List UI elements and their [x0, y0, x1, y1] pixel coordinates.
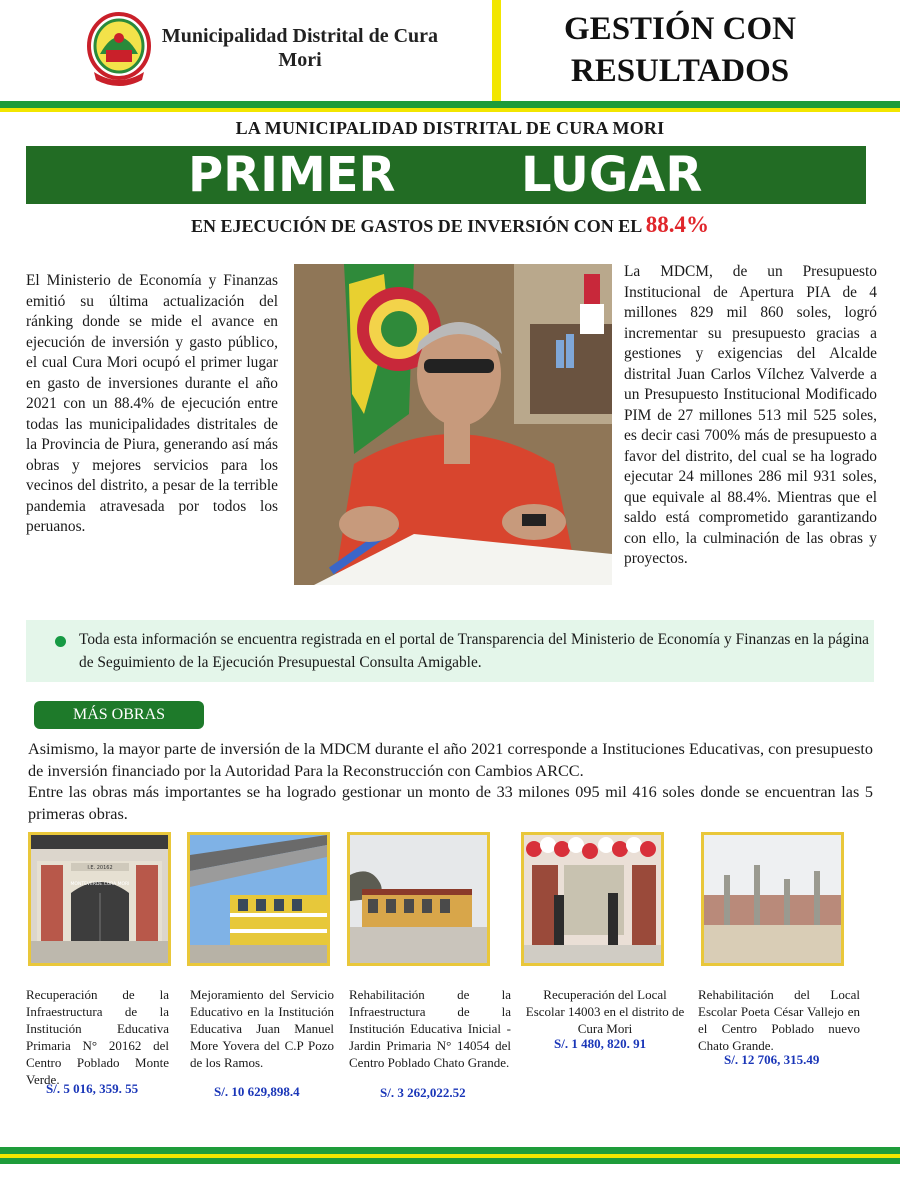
project-amount-5: S/. 12 706, 315.49 — [724, 1052, 820, 1067]
project-photo-2 — [187, 832, 330, 966]
mas-obras-paragraph-2: Entre las obras más importantes se ha logrado gestionar un monto de 33 milones 095 mil 416 soles donde se encuentran las 5 primeras obras. — [28, 783, 873, 823]
sub-headline-percent: 88.4% — [645, 212, 710, 237]
headline-word-primer: PRIMER — [188, 147, 396, 203]
slogan: GESTIÓN CON RESULTADOS — [564, 11, 796, 89]
bullet-icon — [55, 636, 66, 647]
headline-banner — [26, 146, 866, 204]
sub-headline — [0, 212, 900, 238]
project-amount-4: S/. 1 480, 820. 91 — [554, 1036, 647, 1051]
headline-word-lugar: LUGAR — [521, 147, 703, 203]
mas-obras-paragraph-1: Asimismo, la mayor parte de inversión de la MDCM durante el año 2021 corresponde a Instituciones Educativas, con presupuesto de inversión financiado por la Autoridad Para la Reconstrucción con Cambios ARCC. — [28, 740, 873, 780]
header-green-bar — [0, 101, 900, 108]
project-caption-5: Rehabilitación del Local Escolar Poeta César Vallejo en el Centro Poblado nuevo Chato Grande. — [698, 987, 860, 1053]
footer-green-bar-bottom — [0, 1158, 900, 1164]
project-amount-3: S/. 3 262,022.52 — [380, 1085, 466, 1100]
intro-paragraph: El Ministerio de Economía y Finanzas emitió su última actualización del ránking donde se mide el avance en ejecución de inversión y gasto público, el cual Cura Mori ocupó el primer lugar en gasto de inversiones durante el año 2021 con un 88.4% de ejecución entre todas las municipalidades distritales de la Provincia de Piura, generando así más obras y mejores servicios para los vecinos del distrito, a pesar de la terrible pandemia atravesada por todos los peruanos. — [26, 272, 278, 535]
project-photo-5 — [701, 832, 844, 966]
budget-paragraph: La MDCM, de un Presupuesto Institucional de Apertura PIA de 4 millones 829 mil 860 soles, logró incrementar su presupuesto gracias a gestiones y exigencias del Alcalde distrital Juan Carlos Vílchez Valverde a un Presupuesto Institucional Modificado PIM de 27 millones 513 mil 525 soles, es decir casi 700% más de presupuesto a favor del distrito, del cual se ha logrado ejecutar 24 millones 286 mil 931 soles, que equivale al 88.4%. Mientras que el saldo está comprometido garantizando con ello, la culminación de las obras y proyectos. — [624, 263, 877, 567]
municipality-name: Municipalidad Distrital de Cura Mori — [161, 25, 439, 71]
sub-headline-text: EN EJECUCIÓN DE GASTOS DE INVERSIÓN CON EL — [190, 216, 642, 236]
project-caption-3: Rehabilitación de la Infraestructura de la Institución Educativa Inicial - Jardin Primaria N° 14054 del Centro Poblado Chato Grande. — [349, 987, 511, 1070]
section-label-mas-obras: MÁS OBRAS — [34, 701, 204, 729]
project-amount-2: S/. 10 629,898.4 — [214, 1084, 300, 1099]
school-sign-number: I.E. 20162 — [87, 865, 113, 871]
project-photo-4 — [521, 832, 664, 966]
footer-green-bar-top — [0, 1147, 900, 1154]
header-yellow-bar — [0, 108, 900, 112]
project-amount-1: S/. 5 016, 359. 55 — [46, 1081, 139, 1096]
project-caption-4: Recuperación del Local Escolar 14003 en el distrito de Cura Mori — [525, 987, 685, 1036]
school-sign-name: MONTEVERDE.CURA MORI — [70, 882, 130, 887]
note-text: Toda esta información se encuentra registrada en el portal de Transparencia del Ministerio de Economía y Finanzas en la página de Seguimiento de la Ejecución Presupuestal Consulta Amigable. — [79, 631, 869, 671]
project-photo-1 — [28, 832, 171, 966]
project-photo-3 — [347, 832, 490, 966]
project-caption-1: Recuperación de la Infraestructura de la Institución Educativa Primaria N° 20162 del Centro Poblado Monte Verde. — [26, 987, 169, 1087]
pre-headline: LA MUNICIPALIDAD DISTRITAL DE CURA MORI — [235, 118, 665, 138]
mayor-photo — [294, 264, 612, 585]
municipality-logo — [84, 10, 154, 88]
header-divider — [492, 0, 501, 102]
project-caption-2: Mejoramiento del Servicio Educativo en la Institución Educativa Juan Manuel More Yovera del C.P Pozo de los Ramos. — [190, 987, 334, 1070]
